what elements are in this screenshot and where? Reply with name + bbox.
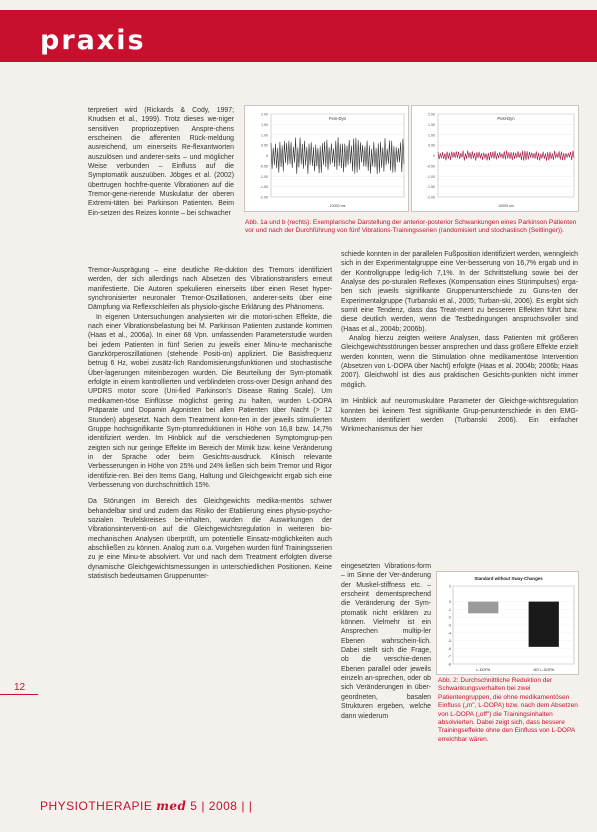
footer-med: med (156, 799, 187, 813)
footer-year: 2008 (208, 799, 238, 813)
x-tick-label: L-DOPA (476, 668, 491, 672)
section-title: praxis (40, 25, 146, 56)
footer-sep: | (201, 799, 205, 813)
y-tick-label: 0 (433, 154, 435, 158)
y-tick-label: -3 (447, 623, 451, 628)
bar-2 (529, 602, 559, 647)
y-tick-label: 2.00 (428, 112, 435, 117)
y-tick-label: -0.50 (426, 164, 435, 169)
y-tick-label: 2.00 (261, 112, 268, 117)
paragraph: terpretiert wird (Rickards & Cody, 1997; Knudsen et al., 1999). Trotz dieses we-niger sensitiven propriozeptiven Anspre-chens erscheinen die afferenten Rück-meldung ausreichend, um einerseits Re-flexantworten auszulösen und anderer-seits – und möglicher Weise verbunden – Einfluss auf die Symptomatik auszuüben. Jöbges et al. (2002) übertrugen hochfre-quente Vibrationen auf die Tremor-gene-rierende Muskulatur der oberen Extremi-täten bei Parkinson Patienten. Beim Ein-setzen des Reizes konnte – bei schwacher (88, 107, 234, 217)
y-tick-label: -2.00 (259, 195, 268, 200)
paragraph: eingesetzten Vibrations-form – im Sinne der Ver-änderung der Muskel-stiffness etc. – erscheint dementsprechend die Veränderung der Sym-ptomatik nicht erklären zu können. Vielmehr ist ein Ansprechen multip-ler Ebenen wahrschein-lich. Dabei stellt sich die Frage, ob die verschie-denen Ebenen parallel oder jeweils einzeln an-sprechen, oder ob sich Veränderungen in über-geordneten, basalen Strukturen ergeben, welche dann wiederum (341, 563, 431, 720)
y-tick-label: 0 (449, 600, 451, 605)
x-axis-label: 10000 ms (329, 204, 346, 208)
y-tick-label: 0.50 (261, 143, 268, 148)
paragraph: schiede konnten in der parallelen Fußposition identifiziert werden, wenngleich sich in der Experimentalgruppe eine Ver-besserung von 16,7% ergab und in der Kontrollgruppe ledig-lich 7,1%. In der Schrittstellung sowie bei der Analyse des po-sturalen Reflexes (Kompensation eines Stürimpulses) erga-ben sich jeweils signifikante Gruppenunterschiede zu Guns-ten der Experimentalgruppe (Turbanski et al., 2005; Turban-ski, 2006). Es ergibt sich somit eine Tendenz, dass das Treat-ment zu besseren Effekten führt bzw. diese deutlich werden, wenn die Testbedingungen anspruchsvoller sind (Haas et al., 2004b; 2006b). (341, 251, 578, 333)
y-tick-label: 1.50 (261, 122, 268, 127)
y-tick-label: 0 (266, 154, 268, 158)
page-number-rule (0, 694, 38, 695)
text-column-1-top (88, 106, 234, 218)
y-tick-label: -8 (447, 662, 451, 667)
footer-sep: | (241, 799, 245, 813)
sway-chart-pre (245, 106, 410, 213)
chart-title: Standard without Sway-Changes (474, 576, 543, 581)
bar-1 (468, 602, 498, 614)
paragraph: Im Hinblick auf neuromuskuläre Parameter der Gleichge-wichtsregulation konnten bei keinem Test signifikante Grup-penunterschiede in den EMG-Mustern identifiziert werden (Turbanski 2006). Ein einfacher Wirkmechanismus der hier (341, 398, 578, 434)
y-tick-label: 1.50 (428, 122, 435, 127)
x-tick-label: NO L-DOPA (533, 668, 555, 672)
y-tick-label: 2 (449, 584, 451, 589)
footer-sep: | (248, 799, 253, 813)
figure-1-caption: Abb. 1a und b (rechts): Exemplarische Darstellung der anterior-posterior Schwankungen eines Parkinson Patienten vor und nach der Durchführung von fünf Vibrations-Trainingsserien (randomisiert und stochastisch (Seitlinger)). (245, 219, 577, 235)
y-tick-label: -4 (447, 631, 451, 636)
text-column-2 (341, 250, 578, 435)
y-tick-label: -5 (447, 639, 451, 644)
y-tick-label: -1.00 (426, 174, 435, 179)
footer (40, 799, 252, 813)
y-tick-label: -6 (447, 646, 451, 651)
y-tick-label: 0.50 (428, 143, 435, 148)
y-tick-label: -2.00 (426, 195, 435, 200)
sway-chart-post (412, 106, 580, 213)
y-tick-label: -7 (447, 654, 451, 659)
figure-2 (436, 571, 579, 675)
paragraph: In eigenen Untersuchungen analysierten wir die motori-schen Effekte, die nach einer Vibrationsbelastung bei M. Parkinson Patienten zustande kommen (Haas et al., 2006a). In einer 68 Vpn. umfassenden Parameterstudie wurden bei jedem Patienten in fünf Serien zu jeweils einer Minu-te mechanische Ganzkörperoszillationen (stehende Positi-on) appliziert. Die Basisfrequenz betrug 6 Hz, wobei zusätz-lich Randomisierungsfunktionen und stochastische Über-lagerungen miteinbezogen wurden. Die Beurteilung der Sym-ptomatik erfolgte in einem kontrollierten und verblindeten cross-over Design anhand des UPDRS motor score (Uni-fied Parkinson's Disease Rating Scale). Um medikamen-töse Einflüsse möglichst gering zu halten, wurden L-DOPA Präparate und Dopamin Agonisten bei allen Patienten über Nacht (> 12 Stunden) abgesetzt. Nach dem Treatment konn-ten in der jeweils stimulierten Gruppe hochsignifikante Sym-ptomreduktionen in Höhe von 16,8 bzw. 14,7% identifiziert werden. Im Hinblick auf die verschiedenen Symptomgrup-pen zeigten sich nur geringe Effekte im Bereich der Mimik bzw. keine Veränderung in der Sprache oder beim Gesichts-ausdruck. Klinisch relevante Verbesserungen in Höhe von 25% und 24% ließen sich beim Tremor und Rigor identifizie-ren. Bei den Items Gang, Haltung und Gleichgewicht ergab sich eine Verbesserung von durchschnittlich 15%. (88, 313, 332, 489)
paragraph: Da Störungen im Bereich des Gleichgewichts medika-mentös schwer behandelbar sind und zudem das Risiko der Etablierung eines physio-psycho-sozialen Teufelskreises be-inhalten, wurden die Auswirkungen der Vibrationsinterventi-on auf die Gleichgewichtsregulation in weiteren bio-mechanischen Analysen überprüft, um potentielle Einsatz-möglichkeiten auch abschließen zu können. Analog zum o.a. Vorgehen wurden fünf Trainingsserien zu je eine Minu-te absolviert. Vor und nach dem Treatment erfolgten diverse dynamische Gleichgewichtsmessungen in unterschiedlichen Positionen. Keine statistisch bedeutsamen Gruppenunter- (88, 498, 332, 580)
paragraph: Tremor-Ausprägung – eine deutliche Re-duktion des Tremors identifiziert werden, der sich allerdings nach Absetzen des Vibrationstransfers erneut manifestierte. Die Autoren spekulieren einerseits über einen Reset hyper-synchronisierter neuronaler Tremor-Oszillationen, anderer-seits über eine Dämpfung via Reflexschleifen als physiolo-gische Erklärung des Phänomens. (88, 267, 332, 312)
y-tick-label: -2 (447, 615, 451, 620)
page-number: 12 (14, 682, 26, 693)
y-tick-label: -1.50 (259, 185, 268, 190)
chart-title: Fein-Dyn (329, 116, 346, 121)
figure-2-caption: Abb. 2: Durchschnittliche Reduktion der Schwankungsverhalten bei zwei Patientengruppen, die ohne medikamentösen Einfluss („m", L-DOPA) bzw. nach dem Absetzen von L-DOPA („off") die Trainingsinhalten absolvierten. Dabei zeigt sich, dass bessere Trainingseffekte ohne den Einfluss von L-DOPA erreichbar wären. (438, 677, 578, 743)
y-tick-label: 1.00 (261, 133, 268, 138)
figure-1b (411, 105, 579, 212)
bar-chart (437, 572, 580, 676)
chart-title: Post-Dyn (497, 116, 515, 121)
paragraph: Analog hierzu zeigten weitere Analysen, dass Patienten mit größeren Gleichgewichtsstörungen besser ansprechen und dass größere Effekte erzielt werden konnten, wenn die Stimulation ohne medikamentöse Intervention (Absetzen von L-DOPA über Nacht) erfolgte (Haas et al. 2004b; 2006b; Haas 2007). Gleichwohl ist dies aus praktischen Gesichts-punkten nicht immer möglich. (341, 335, 578, 389)
y-tick-label: -1.50 (426, 185, 435, 190)
x-axis-label: 10000 ms (498, 204, 514, 208)
text-column-1 (88, 266, 332, 581)
y-tick-label: -1.00 (259, 174, 268, 179)
figure-1a (244, 105, 409, 212)
y-tick-label: -0.50 (259, 164, 268, 169)
text-column-2-bottom (341, 562, 431, 721)
footer-issue: 5 (190, 799, 198, 813)
y-tick-label: -1 (447, 607, 451, 612)
footer-journal: PHYSIOTHERAPIE (40, 799, 153, 813)
y-tick-label: 1.00 (428, 133, 435, 138)
